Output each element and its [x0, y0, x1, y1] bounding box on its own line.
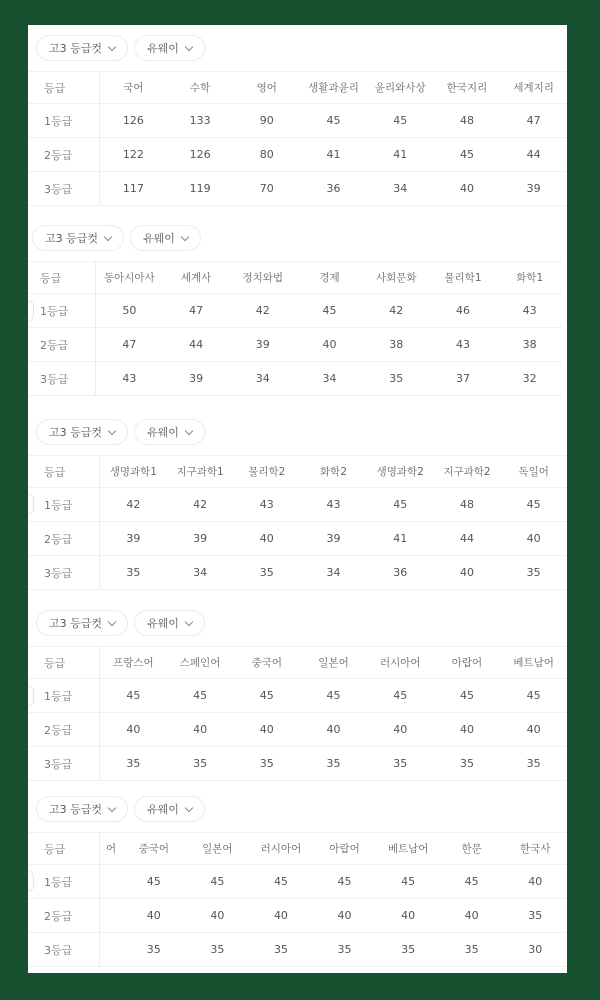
score-cell: 35 — [526, 757, 541, 770]
column-header: 동아시아사 — [104, 272, 155, 284]
score-cell: 35 — [401, 943, 416, 956]
column-header: 베트남어 — [387, 843, 429, 855]
grade-label: 2등급 — [28, 713, 100, 746]
column-header: 한국사 — [520, 843, 551, 855]
column-header: 수학 — [189, 82, 211, 94]
score-cell: 45 — [393, 114, 408, 127]
column-header: 물리학1 — [444, 272, 482, 284]
column-header: 세계지리 — [513, 82, 554, 94]
column-header: 생활과윤리 — [308, 82, 359, 94]
table-row — [28, 679, 567, 713]
column-header: 프랑스어 — [113, 657, 154, 669]
column-header: 화학2 — [320, 466, 347, 478]
score-cell: 126 — [189, 148, 211, 161]
column-header: 러시아어 — [379, 657, 421, 669]
score-cell: 34 — [393, 182, 408, 195]
score-cell: 39 — [126, 532, 141, 545]
score-cell: 39 — [189, 372, 204, 385]
dropdown-label: 고3 등급컷 — [49, 426, 102, 439]
score-cell: 133 — [189, 114, 211, 127]
column-header: 일본어 — [318, 657, 349, 669]
column-header: 스페인어 — [179, 657, 221, 669]
column-header: 국어 — [123, 82, 144, 94]
table-row — [28, 865, 567, 899]
column-header: 지구과학1 — [176, 466, 224, 478]
score-cell: 34 — [322, 372, 337, 385]
score-cell: 45 — [459, 689, 474, 702]
score-cell: 48 — [459, 114, 474, 127]
score-cell: 44 — [189, 338, 204, 351]
dropdown-label: 유웨이 — [147, 617, 179, 630]
source-dropdown[interactable] — [134, 35, 205, 61]
column-header: 러시아어 — [260, 843, 302, 855]
column-header: 경제 — [319, 272, 340, 284]
chevron-down-icon — [185, 803, 193, 811]
table-row — [28, 933, 567, 967]
column-header: 일본어 — [202, 843, 233, 855]
score-cell: 119 — [189, 182, 211, 195]
score-cell: 42 — [193, 498, 208, 511]
column-header: 아랍어 — [329, 843, 360, 855]
table-row — [28, 328, 563, 362]
score-cell: 40 — [459, 723, 474, 736]
score-cell: 40 — [459, 566, 474, 579]
score-cell: 43 — [326, 498, 341, 511]
score-cell: 44 — [459, 532, 474, 545]
column-header: 한문 — [461, 843, 482, 855]
column-header: 정치와법 — [242, 272, 284, 284]
table-row — [28, 522, 567, 556]
exam-type-dropdown[interactable] — [36, 419, 128, 445]
dropdown-label: 유웨이 — [147, 42, 179, 55]
exam-type-dropdown[interactable] — [36, 35, 128, 61]
score-cell: 41 — [393, 532, 408, 545]
score-cell: 126 — [122, 114, 144, 127]
score-cell: 40 — [326, 723, 341, 736]
source-dropdown[interactable] — [134, 796, 205, 822]
filter-bar — [36, 796, 205, 822]
score-cell: 45 — [126, 689, 141, 702]
table-header-row — [28, 833, 567, 865]
dropdown-label: 고3 등급컷 — [45, 232, 98, 245]
score-cell: 38 — [522, 338, 537, 351]
dropdown-label: 유웨이 — [143, 232, 175, 245]
grade-cut-table[interactable] — [28, 261, 563, 396]
score-cell: 35 — [126, 566, 141, 579]
grade-label: 3등급 — [28, 747, 100, 780]
dropdown-label: 고3 등급컷 — [49, 617, 102, 630]
dropdown-label: 고3 등급컷 — [49, 803, 102, 816]
score-cell: 45 — [337, 875, 352, 888]
grade-label: 3등급 — [28, 933, 100, 966]
column-header: 베트남어 — [513, 657, 554, 669]
source-dropdown[interactable] — [130, 225, 201, 251]
chevron-down-icon — [181, 232, 189, 240]
score-cell: 45 — [259, 689, 274, 702]
score-cell: 38 — [389, 338, 404, 351]
table-row — [28, 172, 567, 206]
column-header: 아랍어 — [451, 657, 483, 669]
score-cell: 43 — [455, 338, 470, 351]
score-cell: 40 — [459, 182, 474, 195]
table-header-row — [28, 456, 567, 488]
score-cell: 41 — [326, 148, 341, 161]
score-cell: 45 — [401, 875, 416, 888]
score-cell: 34 — [326, 566, 341, 579]
column-header: 중국어 — [251, 657, 283, 669]
dropdown-label: 유웨이 — [147, 803, 179, 816]
chevron-down-icon — [108, 803, 116, 811]
grade-label: 3등급 — [28, 362, 96, 395]
score-cell: 42 — [389, 304, 404, 317]
filter-bar — [36, 419, 205, 445]
score-cell: 35 — [193, 757, 208, 770]
content-panel — [28, 25, 567, 973]
column-header: 사회문화 — [375, 272, 417, 284]
column-header: 세계사 — [180, 272, 212, 284]
column-header: 윤리와사상 — [374, 82, 426, 94]
source-dropdown[interactable] — [134, 419, 205, 445]
grade-label: 1등급 — [28, 294, 96, 327]
score-cell: 45 — [326, 689, 341, 702]
column-header: 한국지리 — [446, 82, 488, 94]
score-cell: 42 — [255, 304, 270, 317]
column-header: 생명과학1 — [109, 466, 157, 478]
column-header: 지구과학2 — [443, 466, 491, 478]
exam-type-dropdown[interactable] — [32, 225, 124, 251]
score-cell: 47 — [189, 304, 204, 317]
score-cell: 44 — [526, 148, 541, 161]
score-cell: 39 — [255, 338, 270, 351]
score-cell: 45 — [326, 114, 341, 127]
score-cell: 35 — [210, 943, 225, 956]
score-cell: 40 — [526, 723, 541, 736]
grade-label: 2등급 — [28, 899, 100, 932]
grade-label: 2등급 — [28, 138, 100, 171]
grade-cut-table[interactable] — [28, 71, 567, 206]
exam-type-dropdown[interactable] — [36, 610, 128, 636]
score-cell: 45 — [393, 689, 408, 702]
column-header: 화학1 — [516, 272, 544, 284]
score-cell: 45 — [210, 875, 225, 888]
grade-column-header: 등급 — [28, 72, 100, 103]
score-cell: 45 — [322, 304, 337, 317]
grade-label: 2등급 — [28, 328, 96, 361]
score-cell: 40 — [273, 909, 288, 922]
chevron-down-icon — [108, 617, 116, 625]
score-cell: 35 — [259, 566, 274, 579]
grade-cut-table[interactable] — [28, 646, 567, 781]
score-cell: 35 — [464, 943, 479, 956]
score-cell: 40 — [526, 532, 541, 545]
score-cell: 35 — [326, 757, 341, 770]
score-cell: 41 — [393, 148, 408, 161]
grade-label: 1등급 — [28, 865, 100, 898]
score-cell: 45 — [459, 148, 474, 161]
score-cell: 39 — [193, 532, 208, 545]
score-cell: 40 — [259, 723, 274, 736]
table-row — [28, 747, 567, 781]
score-cell: 45 — [526, 689, 541, 702]
score-cell: 34 — [193, 566, 208, 579]
score-cell: 30 — [528, 943, 543, 956]
table-row — [28, 104, 567, 138]
score-cell: 45 — [193, 689, 208, 702]
chevron-down-icon — [104, 232, 112, 240]
column-header: 영어 — [256, 82, 277, 94]
score-cell: 36 — [326, 182, 341, 195]
table-row — [28, 488, 567, 522]
score-cell: 35 — [393, 757, 408, 770]
score-cell: 45 — [526, 498, 541, 511]
grade-cut-table[interactable] — [28, 455, 567, 590]
source-dropdown[interactable] — [134, 610, 205, 636]
score-cell: 32 — [522, 372, 537, 385]
grade-label: 2등급 — [28, 522, 100, 555]
score-cell: 46 — [455, 304, 470, 317]
score-cell: 80 — [259, 148, 274, 161]
score-cell: 40 — [146, 909, 161, 922]
grade-label: 3등급 — [28, 556, 100, 589]
grade-label: 1등급 — [28, 679, 100, 712]
score-cell: 45 — [273, 875, 288, 888]
score-cell: 47 — [122, 338, 137, 351]
score-cell: 40 — [393, 723, 408, 736]
score-cell: 39 — [326, 532, 341, 545]
score-cell: 47 — [526, 114, 541, 127]
partial-column-header: 어 — [106, 843, 117, 855]
score-cell: 45 — [464, 875, 479, 888]
score-cell: 45 — [146, 875, 161, 888]
table-row — [28, 899, 567, 933]
score-cell: 40 — [126, 723, 141, 736]
score-cell: 35 — [259, 757, 274, 770]
score-cell: 117 — [122, 182, 144, 195]
grade-label: 1등급 — [28, 488, 100, 521]
score-cell: 50 — [122, 304, 137, 317]
score-cell: 43 — [522, 304, 537, 317]
column-header: 중국어 — [138, 843, 169, 855]
score-cell: 48 — [459, 498, 474, 511]
score-cell: 35 — [389, 372, 404, 385]
score-cell: 40 — [401, 909, 416, 922]
score-cell: 40 — [259, 532, 274, 545]
grade-cut-table[interactable] — [28, 832, 567, 967]
score-cell: 40 — [322, 338, 337, 351]
table-row — [28, 294, 563, 328]
grade-column-header: 등급 — [28, 647, 100, 678]
table-row — [28, 713, 567, 747]
grade-label: 1등급 — [28, 104, 100, 137]
score-cell: 40 — [337, 909, 352, 922]
score-cell: 37 — [455, 372, 470, 385]
filter-bar — [32, 225, 201, 251]
filter-bar — [36, 35, 205, 61]
column-header: 생명과학2 — [376, 466, 424, 478]
dropdown-label: 고3 등급컷 — [49, 42, 102, 55]
score-cell: 34 — [255, 372, 270, 385]
column-header: 물리학2 — [248, 466, 286, 478]
score-cell: 35 — [528, 909, 543, 922]
exam-type-dropdown[interactable] — [36, 796, 128, 822]
score-cell: 40 — [193, 723, 208, 736]
score-cell: 90 — [259, 114, 274, 127]
score-cell: 35 — [273, 943, 288, 956]
score-cell: 35 — [459, 757, 474, 770]
score-cell: 70 — [259, 182, 274, 195]
score-cell: 35 — [126, 757, 141, 770]
score-cell: 35 — [146, 943, 161, 956]
chevron-down-icon — [108, 426, 116, 434]
chevron-down-icon — [185, 617, 193, 625]
grade-label: 3등급 — [28, 172, 100, 205]
grade-column-header: 등급 — [28, 833, 100, 864]
score-cell: 35 — [526, 566, 541, 579]
score-cell: 42 — [126, 498, 141, 511]
score-cell: 40 — [210, 909, 225, 922]
score-cell: 36 — [393, 566, 408, 579]
score-cell: 45 — [393, 498, 408, 511]
score-cell: 43 — [122, 372, 137, 385]
table-row — [28, 362, 563, 396]
score-cell: 35 — [337, 943, 352, 956]
chevron-down-icon — [108, 42, 116, 50]
score-cell: 40 — [464, 909, 479, 922]
grade-column-header: 등급 — [28, 262, 96, 293]
score-cell: 40 — [528, 875, 543, 888]
score-cell: 43 — [259, 498, 274, 511]
table-header-row — [28, 262, 563, 294]
table-row — [28, 556, 567, 590]
table-row — [28, 138, 567, 172]
grade-column-header: 등급 — [28, 456, 100, 487]
column-header: 독일어 — [518, 466, 549, 478]
score-cell: 122 — [122, 148, 144, 161]
chevron-down-icon — [185, 426, 193, 434]
chevron-down-icon — [185, 42, 193, 50]
filter-bar — [36, 610, 205, 636]
table-header-row — [28, 72, 567, 104]
score-cell: 39 — [526, 182, 541, 195]
dropdown-label: 유웨이 — [147, 426, 179, 439]
table-header-row — [28, 647, 567, 679]
